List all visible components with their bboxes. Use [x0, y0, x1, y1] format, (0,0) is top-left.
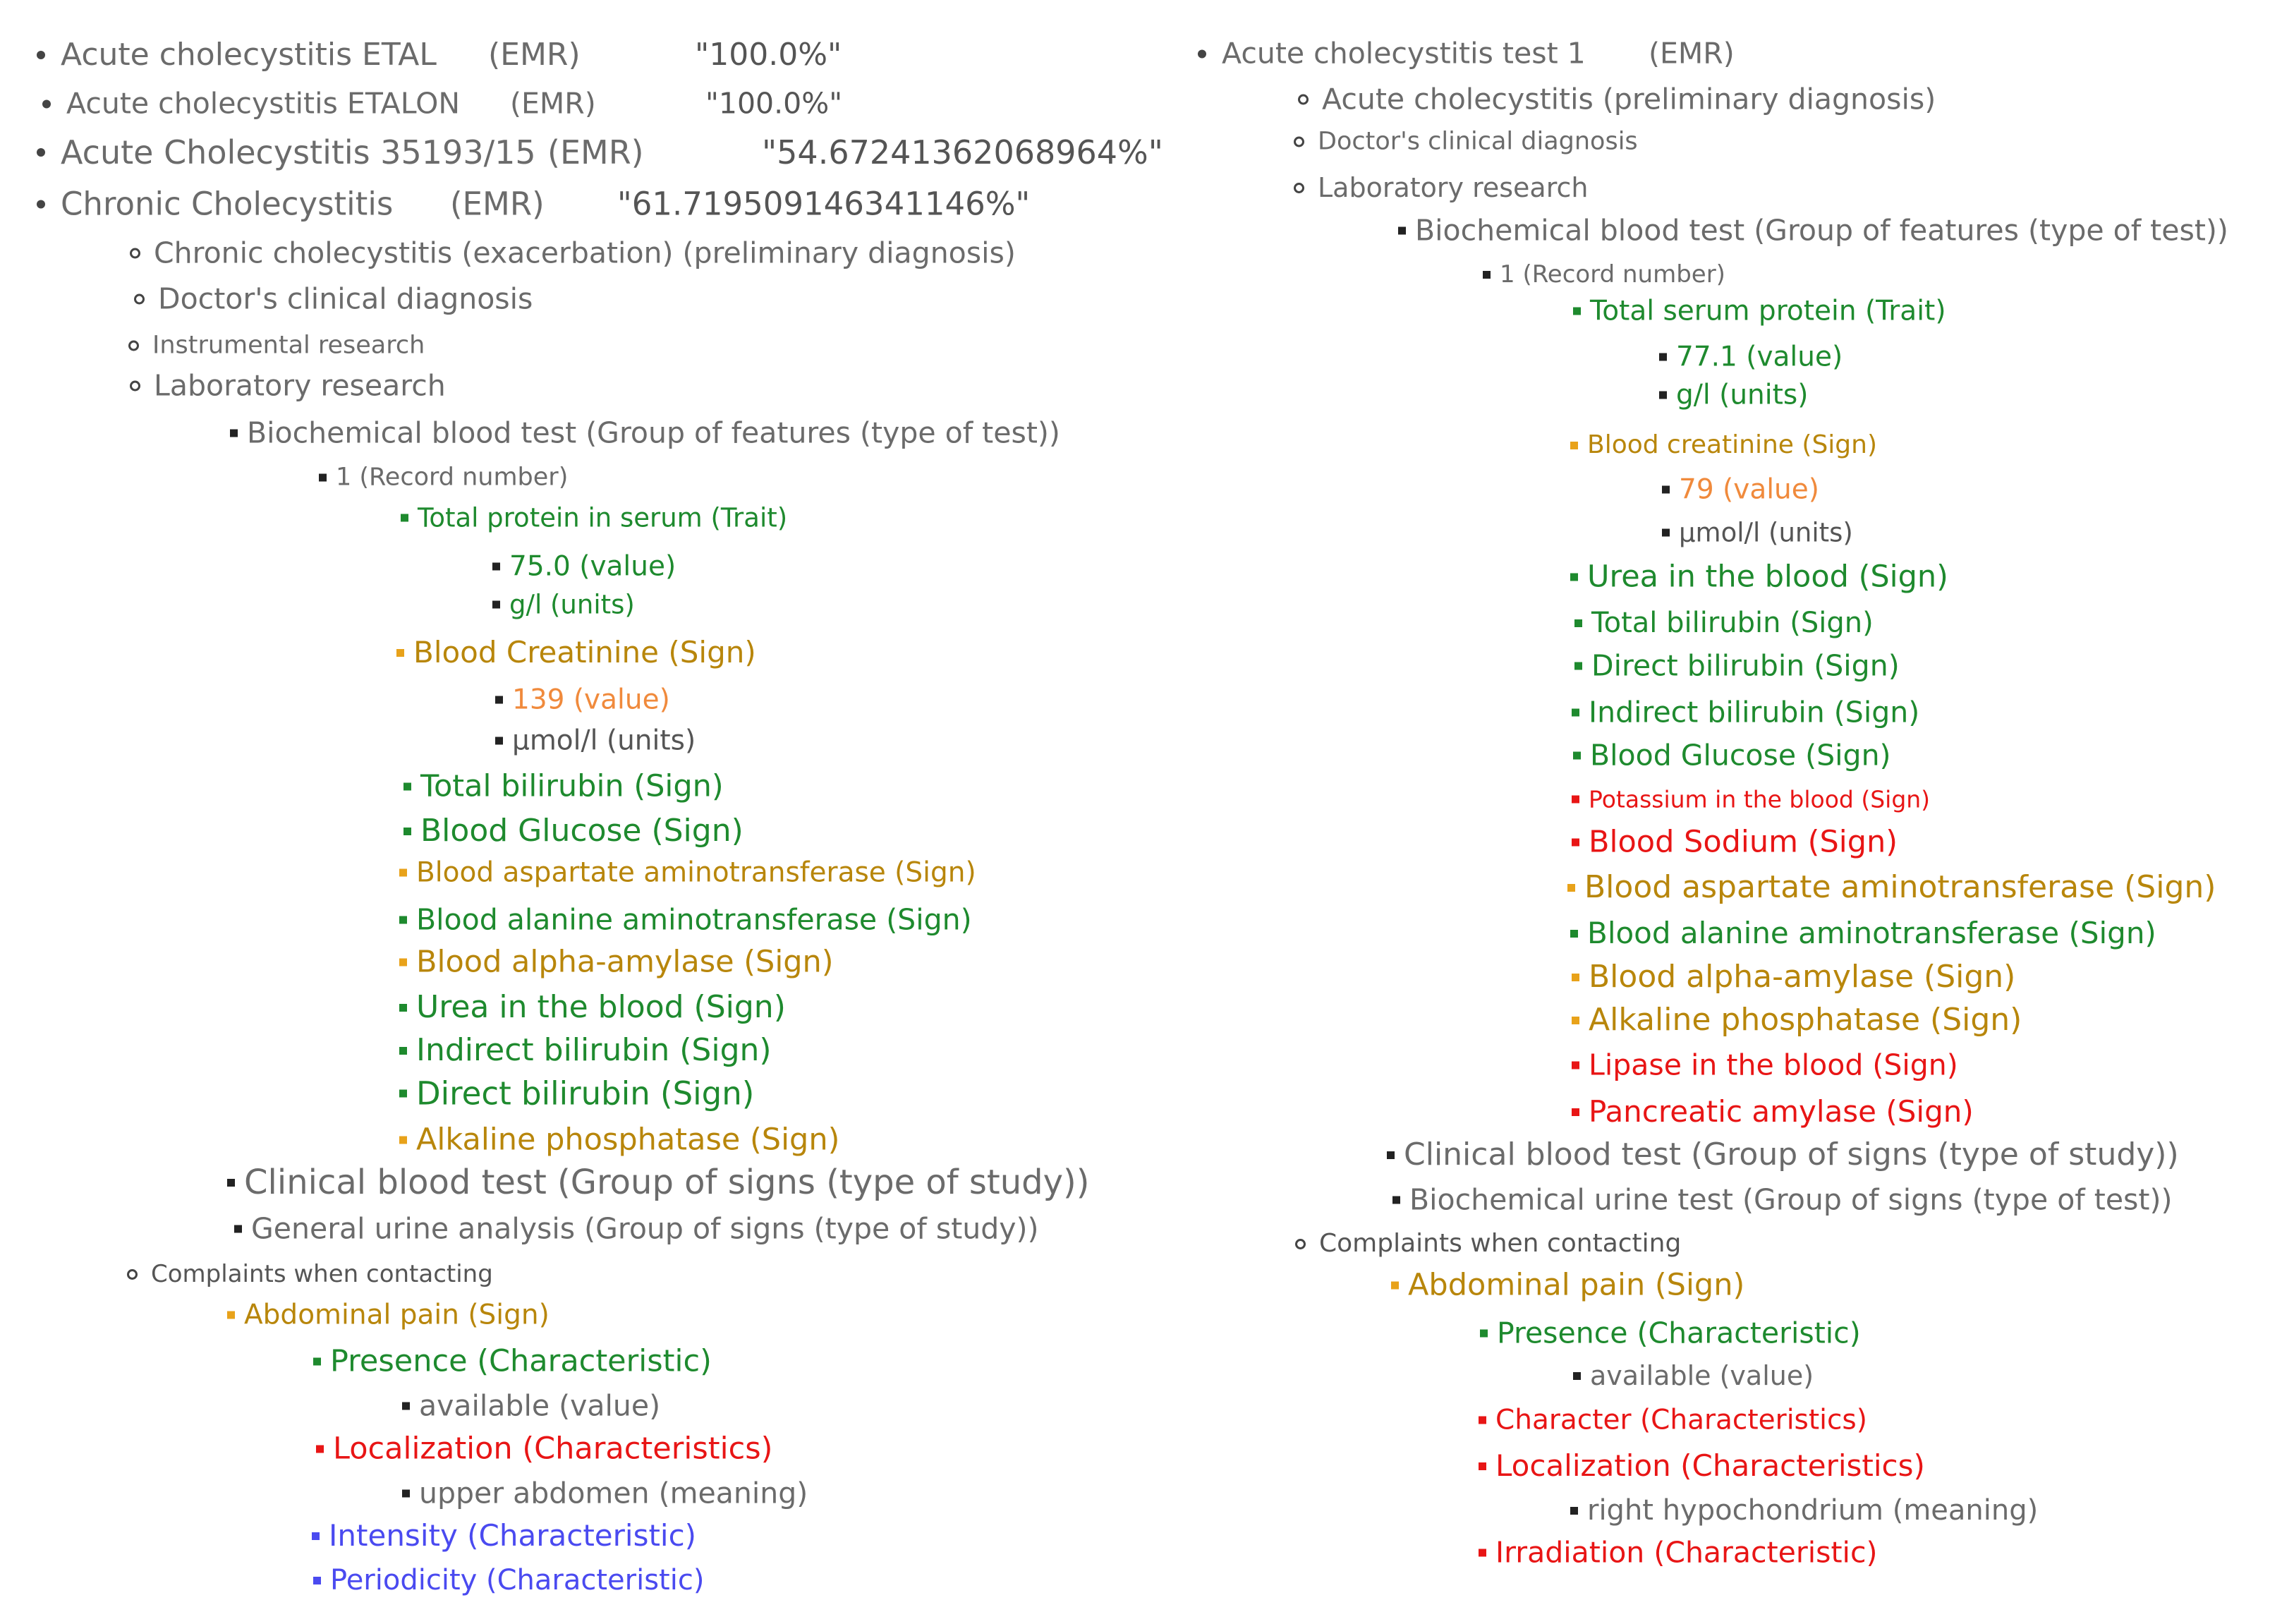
circle-bullet-icon	[127, 1269, 138, 1280]
item-label: Alkaline phosphatase (Sign)	[1589, 1002, 2022, 1038]
square-bullet-icon	[1572, 709, 1579, 717]
square-bullet-icon	[313, 1358, 321, 1366]
circle-bullet-icon	[130, 248, 140, 259]
similarity-percent: "54.67241362068964%"	[762, 133, 1163, 171]
square-bullet-icon	[401, 514, 408, 522]
item-label: 75.0 (value)	[509, 550, 676, 583]
square-bullet-icon	[399, 1090, 407, 1098]
item-label: Abdominal pain (Sign)	[1408, 1267, 1745, 1303]
square-bullet-icon	[1392, 1196, 1400, 1204]
item-label: Instrumental research	[152, 331, 425, 360]
square-bullet-icon	[1570, 442, 1578, 449]
square-bullet-icon	[399, 1137, 407, 1144]
item-label: Urea in the blood (Sign)	[416, 989, 786, 1025]
bullet-icon	[42, 99, 51, 108]
square-bullet-icon	[1567, 884, 1575, 892]
item-label: 1 (Record number)	[336, 463, 569, 492]
item-label: Presence (Characteristic)	[1497, 1316, 1861, 1350]
item-label: 1 (Record number)	[1500, 260, 1725, 289]
item-label: Localization (Characteristics)	[1495, 1448, 1925, 1483]
item-label: Blood Glucose (Sign)	[1590, 738, 1891, 772]
circle-bullet-icon	[134, 294, 145, 305]
source-note: (EMR)	[488, 37, 581, 73]
square-bullet-icon	[403, 828, 411, 835]
item-label: Acute cholecystitis ETAL	[61, 37, 437, 73]
square-bullet-icon	[227, 1179, 235, 1187]
item-label: Potassium in the blood (Sign)	[1589, 785, 1931, 813]
bullet-icon	[37, 51, 45, 59]
item-label: General urine analysis (Group of signs (type of study))	[251, 1211, 1039, 1246]
item-label: Urea in the blood (Sign)	[1587, 559, 1948, 595]
square-bullet-icon	[1572, 1062, 1579, 1069]
item-label: Biochemical urine test (Group of signs (type of test))	[1409, 1182, 2173, 1217]
square-bullet-icon	[399, 959, 407, 966]
square-bullet-icon	[1572, 1017, 1579, 1024]
square-bullet-icon	[399, 869, 407, 877]
item-label: Chronic Cholecystitis	[61, 185, 394, 223]
similarity-percent: "100.0%"	[705, 86, 843, 121]
item-label: Direct bilirubin (Sign)	[416, 1074, 755, 1113]
item-label: right hypochondrium (meaning)	[1587, 1494, 2039, 1527]
circle-bullet-icon	[1298, 95, 1309, 105]
square-bullet-icon	[1479, 1462, 1486, 1470]
square-bullet-icon	[399, 916, 407, 924]
item-label: Total serum protein (Trait)	[1590, 295, 1946, 327]
item-label: Total bilirubin (Sign)	[420, 768, 724, 804]
item-label: upper abdomen (meaning)	[419, 1476, 808, 1510]
square-bullet-icon	[1662, 529, 1670, 537]
item-label: Acute cholecystitis ETALON	[66, 86, 461, 121]
item-label: Clinical blood test (Group of signs (type of study))	[244, 1163, 1090, 1202]
square-bullet-icon	[1659, 353, 1667, 361]
item-label: Biochemical blood test (Group of features (type of test))	[1415, 213, 2228, 248]
square-bullet-icon	[1483, 271, 1491, 279]
item-label: Blood aspartate aminotransferase (Sign)	[416, 856, 976, 889]
item-label: Alkaline phosphatase (Sign)	[416, 1122, 840, 1158]
square-bullet-icon	[1572, 1108, 1579, 1116]
item-label: Blood alanine aminotransferase (Sign)	[416, 902, 972, 937]
item-label: Chronic cholecystitis (exacerbation) (preliminary diagnosis)	[154, 236, 1016, 270]
item-label: available (value)	[1590, 1360, 1814, 1391]
square-bullet-icon	[402, 1402, 410, 1410]
item-label: 79 (value)	[1679, 473, 1819, 506]
item-label: Biochemical blood test (Group of features (type of test))	[247, 416, 1060, 450]
square-bullet-icon	[1387, 1151, 1395, 1159]
square-bullet-icon	[1480, 1330, 1488, 1338]
item-label: Indirect bilirubin (Sign)	[1589, 695, 1920, 729]
square-bullet-icon	[403, 783, 411, 791]
square-bullet-icon	[312, 1532, 320, 1540]
item-label: Total bilirubin (Sign)	[1591, 607, 1874, 639]
circle-bullet-icon	[1295, 1239, 1306, 1249]
square-bullet-icon	[1572, 839, 1579, 847]
square-bullet-icon	[316, 1446, 324, 1453]
source-note: (EMR)	[547, 133, 644, 171]
square-bullet-icon	[1574, 662, 1582, 670]
bullet-icon	[37, 200, 45, 208]
item-label: g/l (units)	[1676, 379, 1809, 411]
item-label: µmol/l (units)	[512, 725, 696, 757]
item-label: Character (Characteristics)	[1495, 1404, 1867, 1436]
item-label: Blood alpha-amylase (Sign)	[416, 944, 834, 980]
right-tree	[1157, 0, 2282, 1624]
item-label: Doctor's clinical diagnosis	[1318, 127, 1638, 156]
item-label: Laboratory research	[154, 368, 446, 403]
square-bullet-icon	[402, 1490, 410, 1498]
item-label: Irradiation (Characteristic)	[1495, 1535, 1878, 1570]
square-bullet-icon	[1398, 227, 1406, 235]
square-bullet-icon	[399, 1004, 407, 1012]
source-note: (EMR)	[1649, 36, 1735, 71]
square-bullet-icon	[492, 601, 500, 609]
item-label: Blood Creatinine (Sign)	[413, 635, 756, 669]
circle-bullet-icon	[128, 341, 139, 351]
item-label: Abdominal pain (Sign)	[244, 1299, 550, 1331]
item-label: Acute cholecystitis (preliminary diagnosis)	[1322, 82, 1936, 116]
square-bullet-icon	[1570, 1507, 1578, 1515]
square-bullet-icon	[230, 430, 238, 437]
item-label: Blood alpha-amylase (Sign)	[1589, 959, 2016, 995]
square-bullet-icon	[399, 1047, 407, 1055]
item-label: Indirect bilirubin (Sign)	[416, 1032, 772, 1068]
similarity-percent: "100.0%"	[695, 37, 842, 73]
square-bullet-icon	[1573, 1372, 1581, 1380]
square-bullet-icon	[313, 1577, 321, 1584]
item-label: Pancreatic amylase (Sign)	[1589, 1094, 1974, 1129]
bullet-icon	[1198, 49, 1206, 58]
item-label: Blood aspartate aminotransferase (Sign)	[1584, 869, 2216, 905]
item-label: Intensity (Characteristic)	[329, 1518, 697, 1553]
item-label: Total protein in serum (Trait)	[418, 502, 788, 533]
square-bullet-icon	[1573, 752, 1581, 760]
circle-bullet-icon	[1294, 183, 1304, 193]
square-bullet-icon	[319, 474, 327, 482]
item-label: Acute Cholecystitis 35193/15	[61, 133, 536, 171]
item-label: µmol/l (units)	[1679, 517, 1853, 548]
item-label: Lipase in the blood (Sign)	[1589, 1048, 1958, 1082]
square-bullet-icon	[1570, 574, 1578, 581]
item-label: Blood Sodium (Sign)	[1589, 824, 1898, 860]
square-bullet-icon	[1572, 974, 1579, 981]
square-bullet-icon	[1659, 392, 1667, 399]
source-note: (EMR)	[510, 86, 596, 121]
item-label: Clinical blood test (Group of signs (type of study))	[1404, 1137, 2179, 1172]
circle-bullet-icon	[130, 381, 140, 392]
item-label: g/l (units)	[509, 589, 635, 620]
square-bullet-icon	[1662, 486, 1670, 494]
item-label: Direct bilirubin (Sign)	[1591, 648, 1900, 683]
item-label: Blood creatinine (Sign)	[1587, 430, 1878, 459]
item-label: Presence (Characteristic)	[330, 1343, 712, 1379]
square-bullet-icon	[396, 649, 404, 657]
circle-bullet-icon	[1294, 137, 1304, 147]
item-label: Blood alanine aminotransferase (Sign)	[1587, 916, 2156, 950]
square-bullet-icon	[1479, 1549, 1486, 1557]
square-bullet-icon	[1391, 1282, 1399, 1290]
source-note: (EMR)	[450, 185, 545, 223]
item-label: Complaints when contacting	[151, 1260, 493, 1288]
item-label: 139 (value)	[512, 684, 670, 716]
square-bullet-icon	[495, 696, 503, 704]
square-bullet-icon	[1574, 619, 1582, 627]
square-bullet-icon	[1479, 1417, 1486, 1424]
item-label: Complaints when contacting	[1319, 1229, 1682, 1258]
square-bullet-icon	[1573, 308, 1581, 315]
item-label: Localization (Characteristics)	[333, 1431, 773, 1467]
item-label: Doctor's clinical diagnosis	[158, 281, 533, 316]
square-bullet-icon	[495, 737, 503, 745]
item-label: 77.1 (value)	[1676, 341, 1843, 373]
square-bullet-icon	[1570, 930, 1578, 938]
bullet-icon	[37, 148, 45, 157]
item-label: Periodicity (Characteristic)	[330, 1564, 705, 1596]
square-bullet-icon	[492, 563, 500, 571]
item-label: Acute cholecystitis test 1	[1222, 36, 1586, 71]
square-bullet-icon	[234, 1225, 242, 1233]
square-bullet-icon	[227, 1311, 235, 1319]
square-bullet-icon	[1572, 796, 1579, 804]
similarity-percent: "61.719509146341146%"	[617, 185, 1031, 223]
item-label: Laboratory research	[1318, 172, 1589, 203]
item-label: Blood Glucose (Sign)	[420, 813, 744, 849]
item-label: available (value)	[419, 1388, 661, 1423]
